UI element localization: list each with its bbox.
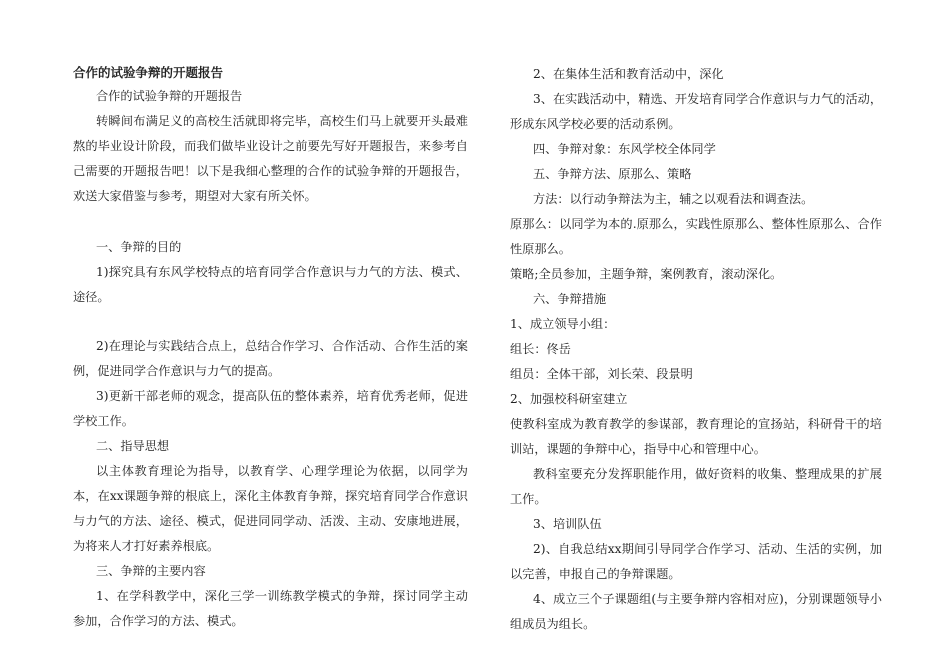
members-line: 组员：全体干部，刘长荣、段景明 bbox=[510, 367, 693, 381]
section-heading-measures: 六、争辩措施 bbox=[533, 292, 607, 306]
intro-paragraph: 转瞬间布满足义的高校生活就即将完毕，高校生们马上就要开头最难熬的毕业设计阶段，而我们做毕业设计之前要先写好开题报告，来参考自己需要的开题报告吧！以下是我细心整理的合作的试验争辩的开题报告，欢送大家借鉴与参考，期望对大家有所关怀。 bbox=[73, 114, 468, 203]
right-column bbox=[510, 62, 882, 637]
document-title: 合作的试验争辩的开题报告 bbox=[73, 65, 224, 80]
content-item-1: 1、在学科教学中，深化三学一训练教学模式的争辩，探讨同学主动参加，合作学习的方法、模式。 bbox=[73, 589, 468, 628]
method-paragraph: 方法：以行动争辩法为主，辅之以观看法和调查法。 bbox=[533, 192, 814, 206]
strategy-paragraph: 策略;全员参加，主题争辩，案例教育，滚动深化。 bbox=[510, 267, 783, 281]
purpose-item-1: 1)探究具有东风学校特点的培育同学合作意识与力气的方法、模式、途径。 bbox=[73, 265, 468, 304]
measure-item-2: 2、加强校科研室建立 bbox=[510, 392, 628, 406]
spacer bbox=[73, 209, 468, 235]
measure-2-paragraph-a: 使教科室成为教育教学的参谋部，教育理论的宣扬站，科研骨干的培训站，课题的争辩中心，指导中心和管理中心。 bbox=[510, 417, 882, 456]
principle-paragraph: 原那么：以同学为本的.原那么，实践性原那么、整体性原那么、合作性原那么。 bbox=[510, 217, 882, 256]
content-item-3: 3、在实践活动中，精选、开发培育同学合作意识与力气的活动，形成东风学校必要的活动系例。 bbox=[510, 92, 883, 131]
section-heading-purpose: 一、争辩的目的 bbox=[96, 240, 182, 254]
purpose-item-3: 3)更新干部老师的观念，提高队伍的整体素养，培育优秀老师，促进学校工作。 bbox=[73, 389, 468, 428]
left-column bbox=[73, 62, 468, 634]
section-heading-subjects: 四、争辩对象：东风学校全体同学 bbox=[533, 142, 716, 156]
subtitle: 合作的试验争辩的开题报告 bbox=[96, 89, 243, 103]
spacer bbox=[73, 310, 468, 334]
measure-item-1: 1、成立领导小组： bbox=[510, 317, 616, 331]
section-heading-content: 三、争辩的主要内容 bbox=[96, 564, 206, 578]
measure-2-paragraph-b: 教科室要充分发挥职能作用，做好资料的收集、整理成果的扩展工作。 bbox=[510, 467, 882, 506]
leader-line: 组长：佟岳 bbox=[510, 342, 571, 356]
measure-item-3: 3、培训队伍 bbox=[533, 517, 602, 531]
guidance-paragraph: 以主体教育理论为指导，以教育学、心理学理论为依据，以同学为本，在xx课题争辩的根底上，深化主体教育争辩，探究培育同学合作意识与力气的方法、途径、模式，促进同同学动、活泼、主动、安康地进展，为将来人才打好素养根底。 bbox=[73, 464, 468, 553]
purpose-item-2: 2)在理论与实践结合点上，总结合作学习、合作活动、合作生活的案例，促进同学合作意识与力气的提高。 bbox=[73, 339, 468, 378]
section-heading-methods: 五、争辩方法、原那么、策略 bbox=[533, 167, 692, 181]
content-item-2: 2、在集体生活和教育活动中，深化 bbox=[533, 67, 724, 81]
measure-3-paragraph: 2)、自我总结xx期间引导同学合作学习、活动、生活的实例，加以完善，申报自己的争辩课题。 bbox=[510, 542, 882, 581]
measure-item-4: 4、成立三个子课题组(与主要争辩内容相对应)，分别课题领导小组成员为组长。 bbox=[510, 592, 882, 631]
section-heading-guidance: 二、指导思想 bbox=[96, 439, 170, 453]
